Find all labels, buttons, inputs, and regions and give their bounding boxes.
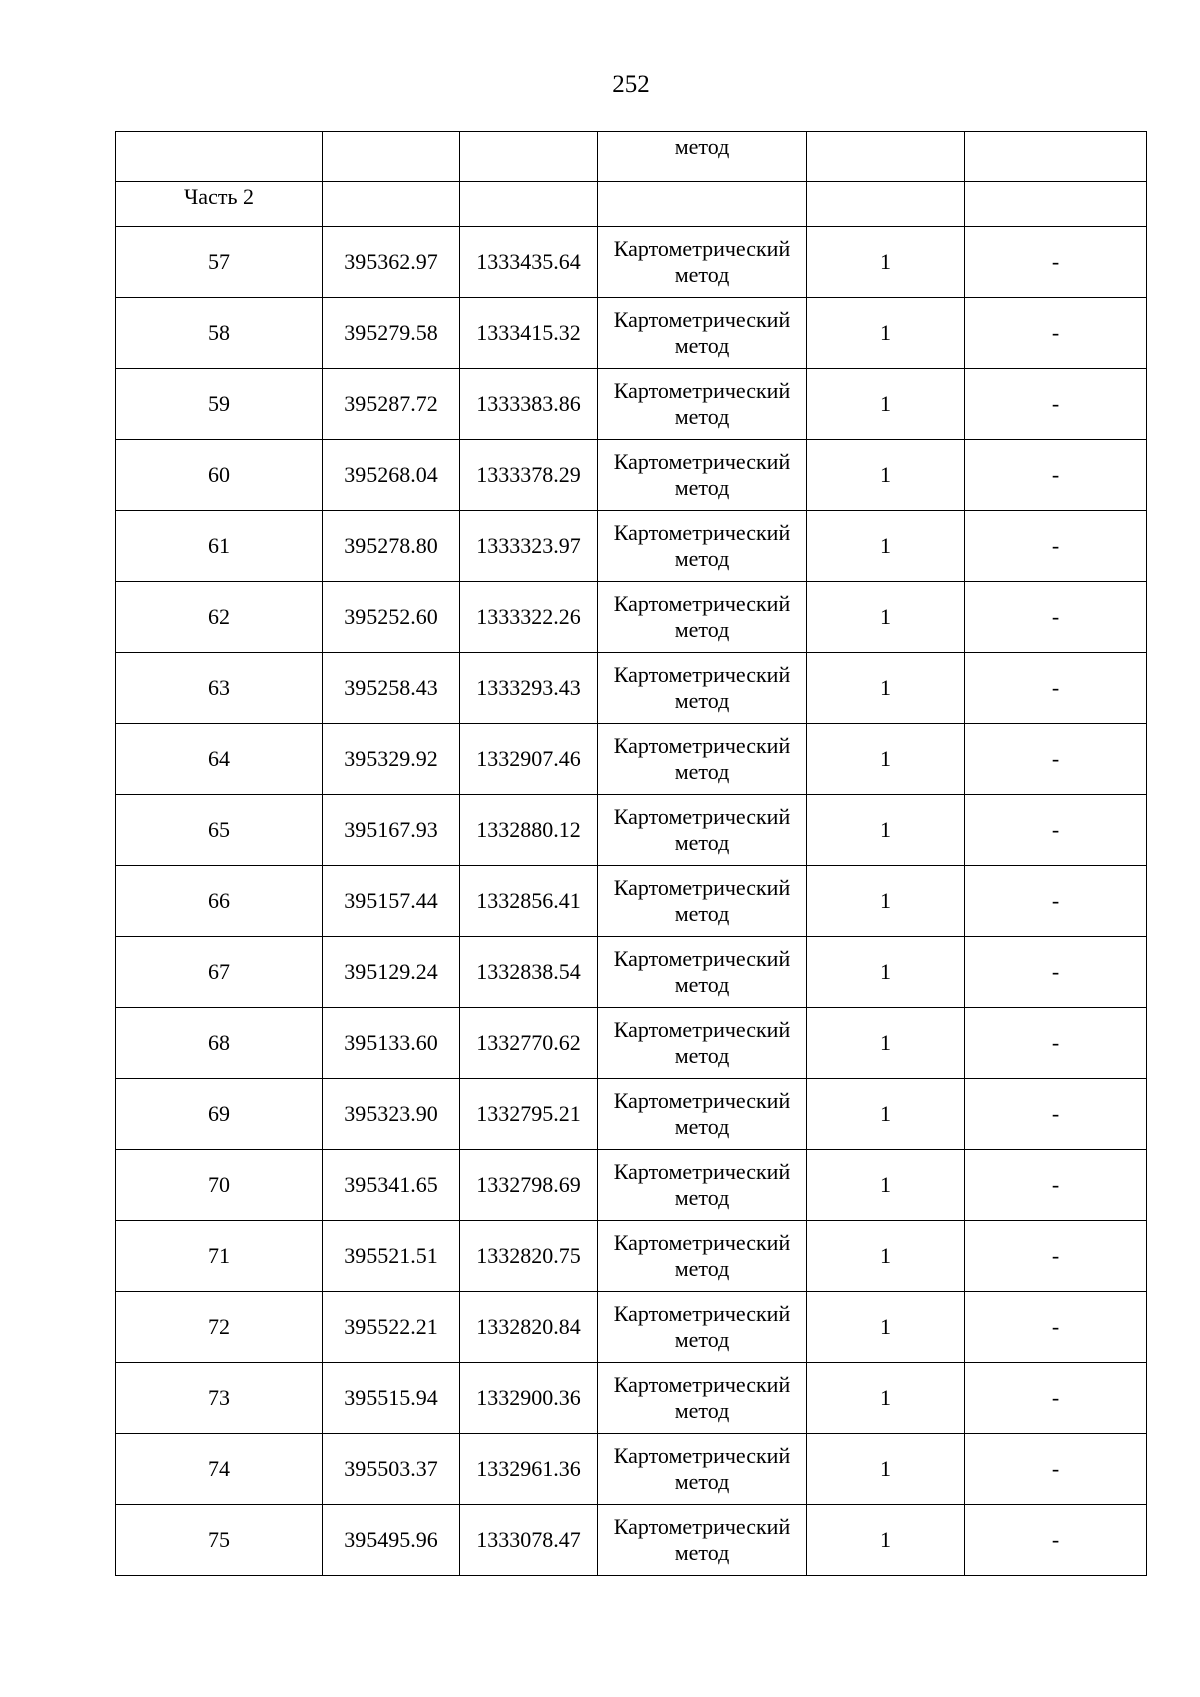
y-coordinate-cell: 1333383.86 <box>460 369 598 440</box>
accuracy-cell: 1 <box>807 937 965 1008</box>
method-cell <box>598 1079 807 1150</box>
table-row <box>116 937 1147 1008</box>
x-coordinate-cell: 395252.60 <box>323 582 460 653</box>
method-line2: метод <box>674 546 730 571</box>
note-cell: - <box>965 511 1147 582</box>
coordinates-table <box>115 131 1147 1576</box>
note-cell: - <box>965 724 1147 795</box>
point-number-cell: 62 <box>116 582 323 653</box>
y-coordinate-cell: 1333415.32 <box>460 298 598 369</box>
y-coordinate-cell: 1332900.36 <box>460 1363 598 1434</box>
note-cell: - <box>965 1221 1147 1292</box>
table-cell <box>598 182 807 227</box>
x-coordinate-cell: 395362.97 <box>323 227 460 298</box>
accuracy-cell: 1 <box>807 1150 965 1221</box>
accuracy-cell: 1 <box>807 298 965 369</box>
accuracy-cell: 1 <box>807 1363 965 1434</box>
note-cell: - <box>965 298 1147 369</box>
accuracy-cell: 1 <box>807 582 965 653</box>
method-line1: Картометрический <box>613 946 791 971</box>
method-cell <box>598 1505 807 1576</box>
y-coordinate-cell: 1332770.62 <box>460 1008 598 1079</box>
method-line2: метод <box>674 830 730 855</box>
y-coordinate-cell: 1332820.75 <box>460 1221 598 1292</box>
point-number-cell: 58 <box>116 298 323 369</box>
note-cell: - <box>965 1079 1147 1150</box>
point-number-cell: 71 <box>116 1221 323 1292</box>
method-line2: метод <box>674 475 730 500</box>
note-cell: - <box>965 582 1147 653</box>
x-coordinate-cell: 395157.44 <box>323 866 460 937</box>
method-line1: Картометрический <box>613 1372 791 1397</box>
table-row <box>116 1079 1147 1150</box>
point-number-cell: 67 <box>116 937 323 1008</box>
method-line1: Картометрический <box>613 591 791 616</box>
table-cell <box>460 182 598 227</box>
table-row <box>116 582 1147 653</box>
table-row <box>116 795 1147 866</box>
point-number-cell: 68 <box>116 1008 323 1079</box>
x-coordinate-cell: 395279.58 <box>323 298 460 369</box>
method-line2: метод <box>674 1469 730 1494</box>
y-coordinate-cell: 1333078.47 <box>460 1505 598 1576</box>
method-cell <box>598 227 807 298</box>
method-line2: метод <box>674 1114 730 1139</box>
method-cell <box>598 582 807 653</box>
accuracy-cell: 1 <box>807 1292 965 1363</box>
continuation-row <box>116 132 1147 182</box>
method-line1: Картометрический <box>613 1230 791 1255</box>
method-line2: метод <box>674 404 730 429</box>
section-row <box>116 182 1147 227</box>
y-coordinate-cell: 1332907.46 <box>460 724 598 795</box>
table-cell <box>323 132 460 182</box>
note-cell: - <box>965 795 1147 866</box>
accuracy-cell: 1 <box>807 227 965 298</box>
table-row <box>116 1221 1147 1292</box>
method-cell <box>598 1363 807 1434</box>
y-coordinate-cell: 1332798.69 <box>460 1150 598 1221</box>
method-cell <box>598 1008 807 1079</box>
table-row <box>116 369 1147 440</box>
section-label-cell <box>116 182 323 227</box>
y-coordinate-cell: 1332820.84 <box>460 1292 598 1363</box>
method-line1: Картометрический <box>613 804 791 829</box>
method-line1: Картометрический <box>613 1514 791 1539</box>
section-label: Часть 2 <box>184 184 254 209</box>
method-line2: метод <box>674 972 730 997</box>
note-cell: - <box>965 227 1147 298</box>
point-number-cell: 69 <box>116 1079 323 1150</box>
table-row <box>116 653 1147 724</box>
table-row <box>116 440 1147 511</box>
method-cell <box>598 866 807 937</box>
point-number-cell: 72 <box>116 1292 323 1363</box>
method-continuation-text: метод <box>674 134 730 159</box>
x-coordinate-cell: 395515.94 <box>323 1363 460 1434</box>
table-row <box>116 1505 1147 1576</box>
method-cell <box>598 298 807 369</box>
table-cell <box>323 182 460 227</box>
method-line1: Картометрический <box>613 733 791 758</box>
method-line1: Картометрический <box>613 520 791 545</box>
table-cell <box>460 132 598 182</box>
note-cell: - <box>965 440 1147 511</box>
method-cell <box>598 724 807 795</box>
y-coordinate-cell: 1333435.64 <box>460 227 598 298</box>
point-number-cell: 57 <box>116 227 323 298</box>
accuracy-cell: 1 <box>807 440 965 511</box>
note-cell: - <box>965 1150 1147 1221</box>
table-cell <box>807 182 965 227</box>
point-number-cell: 73 <box>116 1363 323 1434</box>
table-body <box>116 132 1147 1576</box>
y-coordinate-cell: 1332961.36 <box>460 1434 598 1505</box>
method-cell <box>598 369 807 440</box>
x-coordinate-cell: 395278.80 <box>323 511 460 582</box>
x-coordinate-cell: 395521.51 <box>323 1221 460 1292</box>
point-number-cell: 63 <box>116 653 323 724</box>
accuracy-cell: 1 <box>807 1221 965 1292</box>
y-coordinate-cell: 1332795.21 <box>460 1079 598 1150</box>
point-number-cell: 59 <box>116 369 323 440</box>
point-number-cell: 61 <box>116 511 323 582</box>
table-row <box>116 1292 1147 1363</box>
method-line2: метод <box>674 1256 730 1281</box>
y-coordinate-cell: 1332880.12 <box>460 795 598 866</box>
table-cell <box>965 132 1147 182</box>
table-row <box>116 866 1147 937</box>
page-number: 252 <box>612 71 650 98</box>
method-line1: Картометрический <box>613 662 791 687</box>
method-line1: Картометрический <box>613 378 791 403</box>
accuracy-cell: 1 <box>807 795 965 866</box>
note-cell: - <box>965 1292 1147 1363</box>
method-line1: Картометрический <box>613 1088 791 1113</box>
accuracy-cell: 1 <box>807 1505 965 1576</box>
accuracy-cell: 1 <box>807 1079 965 1150</box>
method-line2: метод <box>674 1185 730 1210</box>
method-line1: Картометрический <box>613 875 791 900</box>
x-coordinate-cell: 395268.04 <box>323 440 460 511</box>
accuracy-cell: 1 <box>807 1434 965 1505</box>
table-row <box>116 1363 1147 1434</box>
method-cell <box>598 795 807 866</box>
x-coordinate-cell: 395323.90 <box>323 1079 460 1150</box>
note-cell: - <box>965 1505 1147 1576</box>
note-cell: - <box>965 937 1147 1008</box>
y-coordinate-cell: 1333323.97 <box>460 511 598 582</box>
table-cell <box>807 132 965 182</box>
note-cell: - <box>965 1008 1147 1079</box>
method-line2: метод <box>674 1043 730 1068</box>
point-number-cell: 66 <box>116 866 323 937</box>
method-line1: Картометрический <box>613 1159 791 1184</box>
accuracy-cell: 1 <box>807 511 965 582</box>
table-row <box>116 511 1147 582</box>
method-line1: Картометрический <box>613 236 791 261</box>
point-number-cell: 60 <box>116 440 323 511</box>
x-coordinate-cell: 395167.93 <box>323 795 460 866</box>
method-line1: Картометрический <box>613 1443 791 1468</box>
method-cell <box>598 653 807 724</box>
point-number-cell: 74 <box>116 1434 323 1505</box>
y-coordinate-cell: 1333293.43 <box>460 653 598 724</box>
point-number-cell: 64 <box>116 724 323 795</box>
x-coordinate-cell: 395129.24 <box>323 937 460 1008</box>
x-coordinate-cell: 395258.43 <box>323 653 460 724</box>
method-line2: метод <box>674 1327 730 1352</box>
table-cell <box>965 182 1147 227</box>
method-line2: метод <box>674 1540 730 1565</box>
method-line2: метод <box>674 688 730 713</box>
point-number-cell: 70 <box>116 1150 323 1221</box>
accuracy-cell: 1 <box>807 1008 965 1079</box>
method-line1: Картометрический <box>613 1017 791 1042</box>
x-coordinate-cell: 395522.21 <box>323 1292 460 1363</box>
method-cell <box>598 440 807 511</box>
table-row <box>116 724 1147 795</box>
method-line2: метод <box>674 617 730 642</box>
accuracy-cell: 1 <box>807 866 965 937</box>
method-line1: Картометрический <box>613 307 791 332</box>
x-coordinate-cell: 395329.92 <box>323 724 460 795</box>
table-cell <box>116 132 323 182</box>
note-cell: - <box>965 866 1147 937</box>
table-row <box>116 1434 1147 1505</box>
x-coordinate-cell: 395503.37 <box>323 1434 460 1505</box>
accuracy-cell: 1 <box>807 653 965 724</box>
note-cell: - <box>965 1434 1147 1505</box>
note-cell: - <box>965 653 1147 724</box>
point-number-cell: 65 <box>116 795 323 866</box>
point-number-cell: 75 <box>116 1505 323 1576</box>
method-line2: метод <box>674 333 730 358</box>
method-cell <box>598 1221 807 1292</box>
table-row <box>116 298 1147 369</box>
y-coordinate-cell: 1333378.29 <box>460 440 598 511</box>
method-cell <box>598 1292 807 1363</box>
method-line2: метод <box>674 759 730 784</box>
method-line2: метод <box>674 262 730 287</box>
method-line1: Картометрический <box>613 1301 791 1326</box>
y-coordinate-cell: 1332838.54 <box>460 937 598 1008</box>
note-cell: - <box>965 1363 1147 1434</box>
table-row <box>116 227 1147 298</box>
x-coordinate-cell: 395133.60 <box>323 1008 460 1079</box>
method-line2: метод <box>674 901 730 926</box>
x-coordinate-cell: 395341.65 <box>323 1150 460 1221</box>
method-line2: метод <box>674 1398 730 1423</box>
x-coordinate-cell: 395495.96 <box>323 1505 460 1576</box>
note-cell: - <box>965 369 1147 440</box>
method-line1: Картометрический <box>613 449 791 474</box>
method-continuation-cell <box>598 132 807 182</box>
table-row <box>116 1150 1147 1221</box>
table-row <box>116 1008 1147 1079</box>
method-cell <box>598 511 807 582</box>
x-coordinate-cell: 395287.72 <box>323 369 460 440</box>
method-cell <box>598 1150 807 1221</box>
y-coordinate-cell: 1332856.41 <box>460 866 598 937</box>
accuracy-cell: 1 <box>807 369 965 440</box>
accuracy-cell: 1 <box>807 724 965 795</box>
method-cell <box>598 937 807 1008</box>
method-cell <box>598 1434 807 1505</box>
y-coordinate-cell: 1333322.26 <box>460 582 598 653</box>
